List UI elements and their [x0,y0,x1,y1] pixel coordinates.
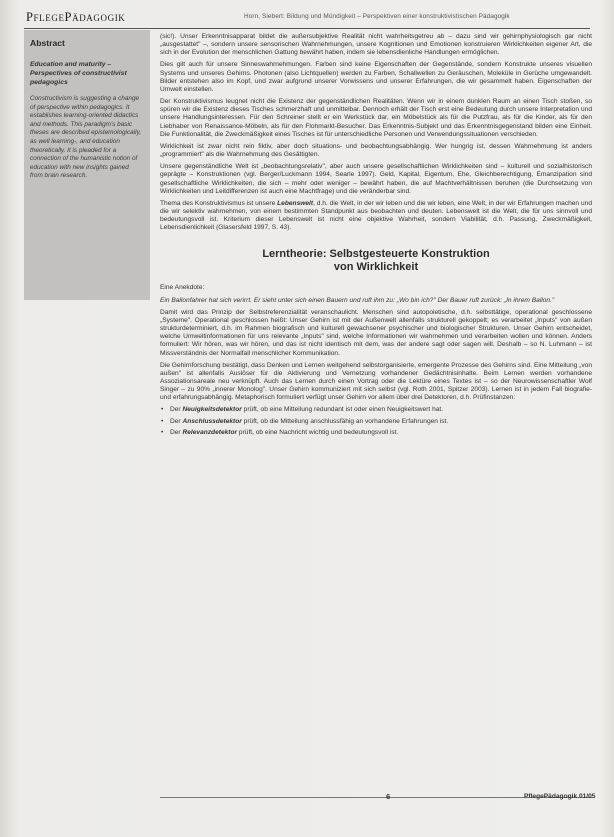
anecdote-intro: Eine Anekdote: [160,284,205,292]
paragraph: Der Konstruktivismus leugnet nicht die Existenz der gegenständlichen Realitäten. Wenn wir in einem dunklen Raum an einen Tisch stoßen, so spüren wir die Existenz dieses Tisches schmerzhaft und unmittelbar. Dennoch erhält der Tisch erst eine Bedeutung durch unsere Interpretation und unsere Handlungsinteressen. Für den Schreiner stellt er ein Werkstück dar, ein Möbelstück als für die Putzfrau, als für die Kinder, als für den Liebhaber von Renaissance-Möbeln, als für den Flohmarkt-Besucher. Das Erkenntnis-Subjekt und das Erkenntnisgegenstand bilden eine Einheit. Die Funktionalität, die Zweckmäßigkeit eines Tisches ist für unterschiedliche Personen und Verwendungssituationen verschieden. [160,98,592,138]
section-heading [160,248,592,274]
detector-term: Neuigkeitsdetektor [182,406,242,414]
running-head: Horn, Siebert: Bildung und Mündigkeit – Perspektiven einer konstruktivistischen Pädagogik [244,13,510,20]
journal-name: PflegePädagogik [26,10,126,24]
anecdote-quote: Ein Ballonfahrer hat sich verirrt. Er sieht unter sich einen Bauern und ruft ihm zu: „Wo bin ich?" Der Bauer ruft zurück: „In ihrem Ballon." [160,296,555,304]
paragraph-text: , d.h. die Welt, in der wir leben und die wir leben, eine Welt, in der wir Erfahrungen machen und die wir selektiv wahrnehmen, von einem bestimmten Standpunkt aus beobachten und deuten. Lebenswelt ist die Welt, die für uns sinnvoll und bedeutungsvoll ist. Kriterium dieser Lebenswelt ist nicht eine objektive Wahrheit, sondern Viabilität, d.h. Passung, Zweckmäßigkeit, Lebensdienlichkeit (Glasersfeld 1997, S. 43). [160,199,592,232]
list-item-text: prüft, ob die Mitteilung anschlussfähig an vorhandene Erfahrungen ist. [241,417,449,425]
paragraph: Unsere gegenständliche Welt ist „beobachtungsrelativ", aber auch unsere gesellschaftlichen Wirklichkeiten sind – kulturell und sozialhistorisch geprägte – Konstruktionen (vgl. Berger/Luckmann 1994, Searle 1997). Geld, Kapital, Eigentum, Ehe, Gleichberechtigung, Emanzipation sind gesellschaftliche Wirklichkeiten, die sich – mehr oder weniger – bewährt haben, die auf Machtverhältnissen beruhen (die Durchsetzung von Wirklichkeiten und Leitdifferenzen ist auch eine Machtfrage) und die veränderbar sind. [160,163,592,195]
section-heading-line: Lerntheorie: Selbstgesteuerte Konstruktion [262,248,490,261]
list-item [170,429,592,437]
paragraph-text: Thema des Konstruktivismus ist unsere [160,199,278,207]
detector-list [160,406,592,436]
page-number: 6 [386,792,391,801]
paragraph: Die Gehirnforschung bestätigt, dass Denken und Lernen weitgehend selbstorganisierte, emergente Prozesse des Gehirns sind. Eine Mitteilung „von außen" ist allenfalls Auslöser für die Aktivierung und Vernetzung vorhandener Gedächtnisinhalte. Beim Lernen werden vorhandene Assoziationsareale neu verknüpft. Auch das Lernen durch einen Vortrag oder die Lektüre eines Textes ist – so der Neurowissenschaftler Wolf Singer – zu 90% „innerer Monolog". Unser Gehirn kommuniziert mit sich selbst (vgl. Roth 2001, Spitzer 2003). Lernen ist in jedem Fall biografie- und erfahrungsabhängig. Metaphorisch formuliert verfügt unser Gehirn vor allem über drei Detektoren, d.h. Prüfinstanzen: [160,361,592,402]
list-item-prefix: Der [170,417,183,425]
footer-journal: PflegePädagogik 01/05 [524,793,596,800]
list-item-text: prüft, ob eine Nachricht wichtig und bedeutungsvoll ist. [237,428,399,436]
paragraph: Dies gilt auch für unsere Sinneswahrnehmungen. Farben sind keine Eigenschaften der Gegenstände, sondern Konstrukte unseres visuellen Systems und unseres Gehirns. Photonen (also Lichtquellen) werden zu Farben, Schallwellen zu Geräuschen, Moleküle in Gerüche umgewandelt. Bilder entstehen also im Kopf, und zwar aufgrund unserer Vorwissens und unserer Erfahrungen, die wir gesammelt haben. Eigenschaften der Umwelt einstellen. [160,61,592,93]
list-item-prefix: Der [170,428,183,436]
detector-term: Anschlussdetektor [182,417,242,425]
abstract-sidebar [24,30,150,300]
paragraph [160,200,592,233]
abstract-text: Constructivism is suggesting a change of perspective within pedagogics. It establishes learning-oriented didactics and methods. This paradigm's basic theses are described epistemologically, as well learning-, and education theoretically. It is pleaded for a connection of the humanistic notion of education with new insights gained from brain research. [30,95,142,180]
detector-term: Relevanzdetektor [182,428,238,436]
abstract-title: Abstract [30,38,65,48]
paragraph: Wirklichkeit ist zwar nicht rein fiktiv, aber doch situations- und beobachtungsabhängig. Wer hungrig ist, dessen Wahrnehmung ist anders „programmiert" als die Wahrnehmung des Gesättigten. [160,142,592,159]
paragraph: (sic!). Unser Erkenntnisapparat bildet die außersubjektive Realität nicht wahrheitsgetreu ab – dazu sind wir gehirnphysiologisch gar nicht „ausgestattet" –, sondern unsere sensorischen Wahrnehmungen, unsere Kognitionen und Emotionen konstruieren Wirklichkeiten eigener Art, die sich in der Evolution der menschlichen Gattung bewährt haben, indem sie lebensdienliche Handlungen ermöglichen. [160,33,592,57]
section-heading-line: von Wirklichkeit [333,261,419,274]
list-item-prefix: Der [170,406,183,414]
header-rule [24,28,590,29]
emphasis-lebenswelt: Lebenswelt [277,199,314,207]
paragraph: Damit wird das Prinzip der Selbstreferenzialität veranschaulicht. Menschen sind autopoietische, d.h. selbsttätige, operational geschlossene „Systeme". Operational geschlossen heißt: Unser Gehirn ist mit der Außenwelt allenfalls strukturell gekoppelt; es verarbeitet „Inputs" von außen strukturdeterminiert, d.h. im Rahmen biografisch und kulturell gewachsener psychischer und biologischer Strukturen. Unser Gehirn entscheidet, welche Umweltinformationen für uns relevante „Inputs" sind, welche Informationen wir wahrnehmen und verarbeiten wollen und können. Anders formuliert: Wir hören, was wir hören, und das ist nicht identisch mit dem, was der andere sagt oder sagen will. Deshalb – so N. Luhmann – ist Missverständnis der Normalfall menschlicher Kommunikation. [160,308,592,357]
list-item [170,406,592,414]
list-item-text: prüft, ob eine Mitteilung redundant ist oder einen Neuigkeitswert hat. [241,406,444,414]
list-item [170,418,592,426]
abstract-subtitle: Education and maturity – Perspectives of constructivist pedagogics [30,61,127,86]
article-body [160,33,592,440]
